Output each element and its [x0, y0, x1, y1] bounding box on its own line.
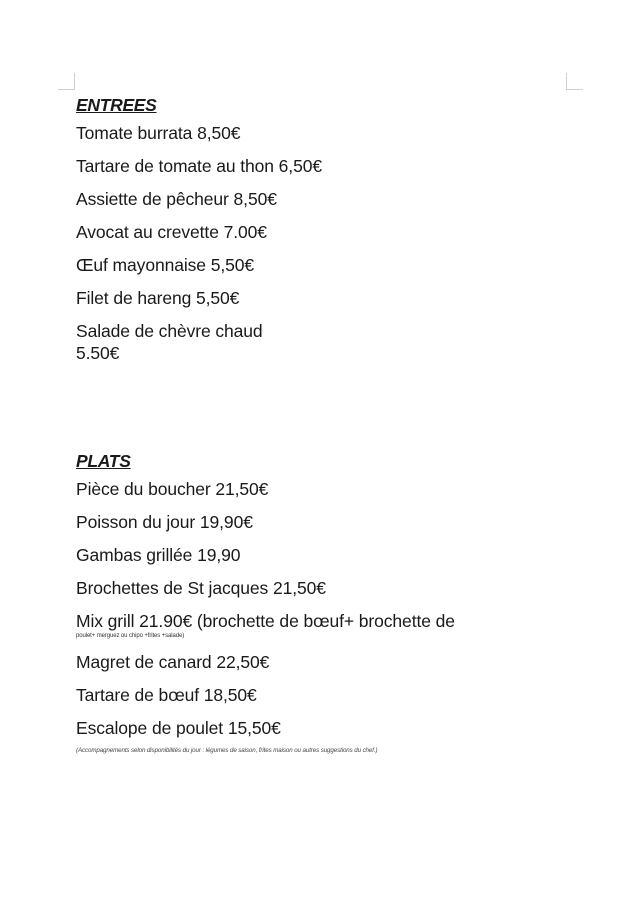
- menu-item: [76, 155, 596, 188]
- item-name: Pièce du boucher: [76, 479, 211, 499]
- side-dishes-footnote: (Accompagnements selon disponibilités du jour : légumes de saison, frites maison ou autres suggestions du chef.): [76, 747, 378, 754]
- item-name: Gambas grillée: [76, 545, 193, 565]
- item-price: 18,50€: [203, 685, 257, 705]
- item-name: Escalope de poulet: [76, 718, 224, 738]
- item-price: 6,50€: [278, 156, 322, 176]
- item-name: Brochettes de St jacques: [76, 578, 269, 598]
- item-price: 5,50€: [210, 255, 254, 275]
- menu-item: [76, 188, 596, 221]
- item-price: 15,50€: [227, 718, 281, 738]
- page-corner-mark-top-left: [58, 73, 75, 90]
- menu-item: [76, 287, 596, 320]
- menu-item: [76, 221, 596, 254]
- item-name: Tomate burrata: [76, 123, 193, 143]
- item-name: Œuf mayonnaise: [76, 255, 206, 275]
- item-price: 21.90€: [139, 611, 193, 631]
- menu-item: [76, 320, 596, 376]
- menu-item-mix-grill: [76, 610, 596, 641]
- section-spacer: [76, 376, 596, 448]
- item-name: Magret de canard: [76, 652, 212, 672]
- menu-item: [76, 577, 596, 610]
- item-price: 22,50€: [216, 652, 270, 672]
- menu-item: [76, 122, 596, 155]
- section-title-entrees: ENTREES: [76, 95, 157, 115]
- section-entrees: [76, 92, 596, 376]
- item-price: 5.50€: [76, 343, 120, 363]
- menu-item: [76, 651, 596, 684]
- menu-item: [76, 478, 596, 511]
- page-corner-mark-top-right: [566, 73, 583, 90]
- item-name: Mix grill: [76, 611, 135, 631]
- item-name: Salade de chèvre chaud: [76, 321, 263, 341]
- item-name: Avocat au crevette: [76, 222, 219, 242]
- item-name: Poisson du jour: [76, 512, 196, 532]
- item-name: Filet de hareng: [76, 288, 192, 308]
- item-price: 19,90€: [199, 512, 253, 532]
- item-price: 8,50€: [233, 189, 277, 209]
- section-plats: [76, 448, 596, 754]
- item-price: 21,50€: [272, 578, 326, 598]
- menu-item: [76, 511, 596, 544]
- item-detail-continued: poulet+ merguez ou chipo +frites +salade): [76, 633, 185, 639]
- menu-item: [76, 717, 596, 743]
- item-price: 5,50€: [196, 288, 240, 308]
- item-name: Tartare de bœuf: [76, 685, 199, 705]
- item-price: 19,90: [197, 545, 241, 565]
- item-price: 7.00€: [223, 222, 267, 242]
- item-detail: (brochette de bœuf+ brochette de: [196, 611, 455, 631]
- menu-document: [76, 92, 596, 754]
- item-price: 8,50€: [197, 123, 241, 143]
- item-name: Tartare de tomate au thon: [76, 156, 274, 176]
- item-price: 21,50€: [215, 479, 269, 499]
- section-title-plats: PLATS: [76, 451, 131, 471]
- menu-item: [76, 684, 596, 717]
- item-name: Assiette de pêcheur: [76, 189, 229, 209]
- menu-item: [76, 254, 596, 287]
- menu-item: [76, 544, 596, 577]
